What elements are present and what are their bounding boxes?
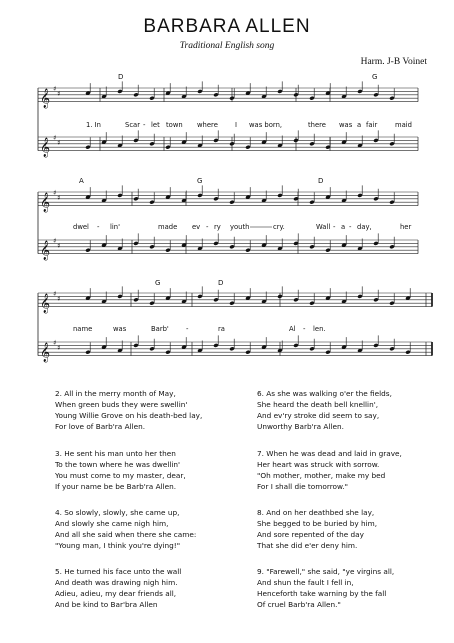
svg-text:𝄞: 𝄞 bbox=[40, 342, 51, 363]
verse-2 bbox=[55, 388, 202, 432]
lyric-syllable: ry bbox=[214, 223, 221, 231]
verse-line: When green buds they were swellin' bbox=[55, 400, 188, 409]
lyric-syllable: maid bbox=[395, 121, 412, 129]
verse-4 bbox=[55, 507, 196, 551]
lyric-syllable: town bbox=[166, 121, 183, 129]
lyric-syllable: Barb' bbox=[151, 325, 169, 333]
verse-7 bbox=[257, 448, 402, 492]
svg-text:♯: ♯ bbox=[57, 344, 61, 352]
lyric-syllable: was bbox=[339, 121, 353, 129]
svg-text:♯: ♯ bbox=[57, 139, 61, 147]
verse-line: For I shall die tomorrow." bbox=[257, 482, 348, 491]
svg-text:♯: ♯ bbox=[53, 134, 57, 142]
svg-text:𝄞: 𝄞 bbox=[40, 240, 51, 261]
svg-text:♯: ♯ bbox=[53, 237, 57, 245]
lyric-syllable: Wall bbox=[316, 223, 331, 231]
verse-line: Henceforth take warning by the fall bbox=[257, 589, 387, 598]
verse-line: And death was drawing nigh him. bbox=[55, 578, 178, 587]
verse-line: "Oh mother, mother, make my bed bbox=[257, 471, 386, 480]
lyric-syllable: 1. In bbox=[86, 121, 101, 129]
lyric-syllable: cry. bbox=[273, 223, 285, 231]
chord-symbol: G bbox=[197, 177, 203, 185]
verse-line: "Young man, I think you're dying!" bbox=[55, 541, 181, 550]
svg-text:♯: ♯ bbox=[53, 85, 57, 93]
verse-line: If your name be be Barb'ra Allen. bbox=[55, 482, 177, 491]
verse-3 bbox=[55, 448, 186, 492]
system-1 bbox=[86, 73, 412, 129]
verse-line: And sore repented of the day bbox=[257, 530, 364, 539]
verse-line: To the town where he was dwellin' bbox=[55, 460, 181, 469]
svg-text:♯: ♯ bbox=[57, 194, 61, 202]
chord-symbol: D bbox=[118, 73, 124, 81]
lyric-syllable: len. bbox=[313, 325, 326, 333]
song-subtitle: Traditional English song bbox=[179, 41, 275, 51]
verse-line: You must come to my master, dear, bbox=[55, 471, 186, 480]
verse-line: And shun the fault I fell in, bbox=[257, 578, 354, 587]
svg-text:♯: ♯ bbox=[53, 290, 57, 298]
lyric-syllable: made bbox=[158, 223, 178, 231]
system-3 bbox=[73, 279, 326, 333]
lyric-syllable: I bbox=[235, 121, 238, 129]
svg-text:𝄞: 𝄞 bbox=[40, 137, 51, 158]
lyric-syllable: where bbox=[197, 121, 218, 129]
lyric-syllable: a bbox=[341, 223, 346, 231]
verse-line: That she did e'er deny him. bbox=[257, 541, 358, 550]
chord-symbol: D bbox=[218, 279, 224, 287]
lyric-syllable: - bbox=[303, 325, 306, 333]
verse-line: Young Willie Grove on his death-bed lay, bbox=[55, 411, 203, 420]
lyric-syllable: - bbox=[97, 223, 100, 231]
verse-line: And be kind to Bar'bra Allen bbox=[55, 600, 158, 609]
verse-8 bbox=[257, 507, 377, 551]
lyric-syllable: - bbox=[186, 325, 189, 333]
verse-6 bbox=[257, 388, 392, 432]
lyric-syllable: there bbox=[308, 121, 326, 129]
verse-line: And slowly she came nigh him, bbox=[55, 519, 169, 528]
verse-line: She begged to be buried by him, bbox=[257, 519, 378, 528]
verse-5 bbox=[55, 566, 181, 610]
verse-9 bbox=[257, 566, 394, 610]
verse-line: 5. He turned his face unto the wall bbox=[55, 567, 182, 576]
verse-line: Adieu, adieu, my dear friends all, bbox=[55, 589, 177, 598]
lyric-syllable: day, bbox=[357, 223, 372, 231]
verse-line: Of cruel Barb'ra Allen." bbox=[257, 600, 341, 609]
verse-line: She heard the death bell knellin', bbox=[257, 400, 379, 409]
verse-line: 7. When he was dead and laid in grave, bbox=[257, 449, 402, 458]
lyric-syllable: name bbox=[73, 325, 93, 333]
svg-text:♯: ♯ bbox=[57, 90, 61, 98]
lyric-syllable: lin' bbox=[110, 223, 120, 231]
verse-line: 9. "Farewell," she said, "ye virgins all, bbox=[257, 567, 395, 576]
lyric-syllable: was bbox=[113, 325, 127, 333]
lyric-syllable: - bbox=[333, 223, 336, 231]
svg-text:𝄞: 𝄞 bbox=[40, 293, 51, 314]
chord-symbol: D bbox=[318, 177, 324, 185]
chord-symbol: A bbox=[79, 177, 84, 185]
lyric-syllable: was born, bbox=[249, 121, 283, 129]
lyric-syllable: - bbox=[143, 121, 146, 129]
verse-line: Her heart was struck with sorrow. bbox=[257, 460, 380, 469]
verse-line: 3. He sent his man unto her then bbox=[55, 449, 176, 458]
lyric-syllable: ra bbox=[218, 325, 225, 333]
song-title: BARBARA ALLEN bbox=[143, 16, 311, 37]
chord-symbol: G bbox=[372, 73, 378, 81]
svg-text:𝄞: 𝄞 bbox=[40, 88, 51, 109]
verse-line: 8. And on her deathbed she lay, bbox=[257, 508, 375, 517]
verse-line: And all she said when there she came: bbox=[55, 530, 197, 539]
lyric-syllable: fair bbox=[366, 121, 378, 129]
lyric-syllable: - bbox=[206, 223, 209, 231]
lyric-syllable: dwel bbox=[73, 223, 89, 231]
lyric-syllable: Al bbox=[289, 325, 296, 333]
verse-line: 2. All in the merry month of May, bbox=[55, 389, 176, 398]
lyric-syllable: Scar bbox=[125, 121, 141, 129]
chord-symbol: G bbox=[155, 279, 161, 287]
system-2 bbox=[73, 177, 411, 231]
lyric-syllable: let bbox=[151, 121, 160, 129]
verse-line: Unworthy Barb'ra Allen. bbox=[257, 422, 344, 431]
lyric-syllable: ev bbox=[192, 223, 201, 231]
svg-text:𝄞: 𝄞 bbox=[40, 192, 51, 213]
arranger-credit: Harm. J-B Voinet bbox=[360, 57, 427, 67]
lyric-syllable: - bbox=[349, 223, 352, 231]
verse-line: And ev'ry stroke did seem to say, bbox=[257, 411, 380, 420]
svg-text:♯: ♯ bbox=[53, 339, 57, 347]
lyric-syllable: youth bbox=[230, 223, 250, 231]
verse-line: For love of Barb'ra Allen. bbox=[55, 422, 146, 431]
svg-text:♯: ♯ bbox=[57, 295, 61, 303]
verse-line: 6. As she was walking o'er the fields, bbox=[257, 389, 392, 398]
lyric-syllable: her bbox=[400, 223, 412, 231]
lyric-syllable: a bbox=[357, 121, 362, 129]
verse-line: 4. So slowly, slowly, she came up, bbox=[55, 508, 180, 517]
svg-text:♯: ♯ bbox=[53, 189, 57, 197]
svg-text:♯: ♯ bbox=[57, 242, 61, 250]
